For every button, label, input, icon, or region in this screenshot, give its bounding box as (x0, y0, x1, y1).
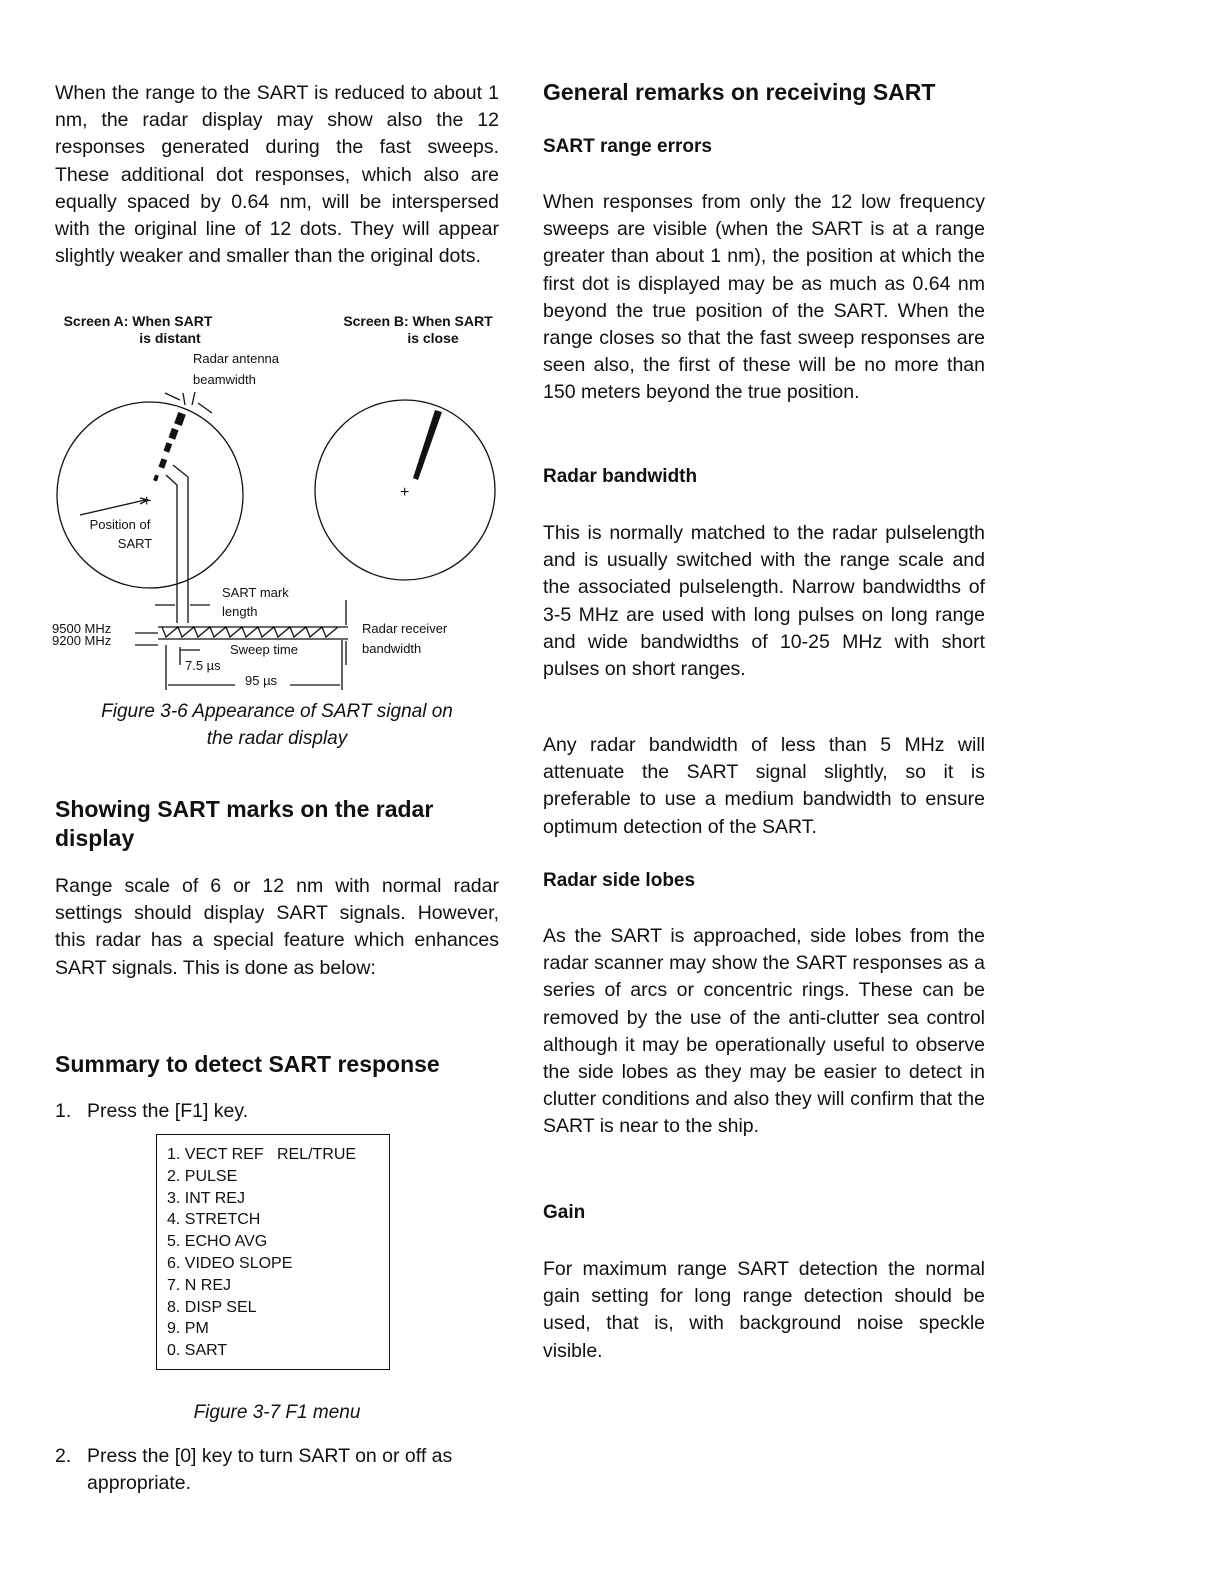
caption-line-1: Figure 3-6 Appearance of SART signal on (101, 701, 453, 722)
range-scale-text: Range scale of 6 or 12 nm with normal radar settings should display SART signals. However, this radar has a special feature which enhances SART signals. This is done as below: (55, 875, 499, 979)
step-number: 2. (55, 1445, 72, 1467)
heading-summary: Summary to detect SART response (55, 1051, 440, 1077)
step-number: 1. (55, 1100, 72, 1122)
menu-item: 2. PULSE (167, 1167, 238, 1185)
menu-item: 4. STRETCH (167, 1211, 261, 1229)
screen-b-label-2: is close (407, 330, 459, 346)
menu-item: 0. SART (167, 1342, 228, 1360)
menu-item: 1. VECT REF REL/TRUE (167, 1146, 357, 1163)
range-scale-paragraph (55, 873, 499, 982)
menu-item: 6. VIDEO SLOPE (167, 1254, 293, 1272)
screen-a-label-2: is distant (139, 330, 201, 346)
subheading-side-lobes: Radar side lobes (543, 870, 696, 891)
freq-9500-label: 9500 MHz (52, 621, 112, 636)
heading-line-2: display (55, 825, 135, 851)
beamwidth-label: Radar antenna (193, 351, 280, 366)
bandwidth-paragraph (543, 520, 985, 683)
subheading-radar-bandwidth: Radar bandwidth (543, 466, 698, 487)
menu-item: 5. ECHO AVG (167, 1233, 268, 1251)
subheading-range-errors: SART range errors (543, 136, 712, 157)
menu-item: 9. PM (167, 1320, 209, 1338)
heading-general-remarks: General remarks on receiving SART (543, 79, 936, 105)
side-lobes-paragraph (543, 923, 985, 1141)
figure-3-6-caption (55, 698, 499, 752)
caption-line-2: the radar display (206, 728, 348, 749)
receiver-label-2: bandwidth (362, 641, 422, 656)
intro-paragraph (55, 80, 499, 270)
step-text: Press the [F1] key. (87, 1100, 249, 1122)
position-label: Position of (89, 517, 151, 532)
time-95-label: 95 µs (245, 673, 278, 688)
step-text: Press the [0] key to turn SART on or off as appropriate. (87, 1445, 453, 1494)
menu-item: 3. INT REJ (167, 1189, 245, 1207)
menu-item: 7. N REJ (167, 1276, 232, 1294)
position-label-2: SART (117, 536, 153, 551)
screen-b-label: Screen B: When SART (343, 313, 493, 329)
bandwidth-text: This is normally matched to the radar pulselength and is usually switched with the range scale and the associated pulselength. Narrow bandwidths of 3-5 MHz are used with long pulses on long range and wide bandwidths of 10-25 MHz with short pulses on short ranges. (543, 522, 985, 681)
bandwidth-text-2: Any radar bandwidth of less than 5 MHz will attenuate the SART signal slightly, so it is preferable to use a medium bandwidth to ensure optimum detection of the SART. (543, 734, 985, 838)
menu-item: 8. DISP SEL (167, 1298, 257, 1316)
side-lobes-text: As the SART is approached, side lobes from the radar scanner may show the SART responses as a series of arcs or concentric rings. These can be removed by the use of the anti-clutter sea control although it may be operationally useful to observe the side lobes as they may be easier to detect in clutter conditions and also they will confirm that the SART is near to the ship. (543, 925, 985, 1138)
freq-9200-label: 9200 MHz (52, 633, 112, 648)
f1-menu-box (156, 1134, 390, 1370)
range-errors-paragraph (543, 189, 985, 407)
figure-3-7-caption: Figure 3-7 F1 menu (193, 1402, 361, 1423)
sweep-time-label: Sweep time (230, 642, 298, 657)
sart-radar-figure (50, 305, 510, 700)
intro-text: When the range to the SART is reduced to about 1 nm, the radar display may show also the 12 responses generated during the fast sweeps. These additional dot responses, which also are equally spaced by 0.64 nm, will be interspersed with the original line of 12 dots. They will appear slightly weaker and smaller than the original dots. (55, 82, 499, 268)
svg-text:+: + (142, 493, 152, 510)
gain-text: For maximum range SART detection the normal gain setting for long range detection should be used, that is, with background noise speckle visible. (543, 1258, 985, 1362)
time-7-5-label: 7.5 µs (185, 658, 221, 673)
mark-length-label: SART mark (222, 585, 289, 600)
svg-text:+: + (400, 484, 410, 501)
screen-a-label: Screen A: When SART (63, 313, 213, 329)
mark-length-label-2: length (222, 604, 258, 619)
gain-paragraph (543, 1256, 985, 1365)
receiver-label: Radar receiver (362, 621, 448, 636)
bandwidth-paragraph-2 (543, 732, 985, 841)
range-errors-text: When responses from only the 12 low frequency sweeps are visible (when the SART is at a range greater than about 1 nm), the position at which the first dot is displayed may be as much as 0.64 nm beyond the true position of the SART. When the range closes so that the fast sweep responses are seen also, the first of these will be no more than 150 meters beyond the true position. (543, 191, 985, 404)
subheading-gain: Gain (543, 1202, 586, 1223)
beamwidth-label-2: beamwidth (193, 372, 256, 387)
heading-line-1: Showing SART marks on the radar (55, 796, 434, 822)
heading-showing-sart (55, 795, 505, 853)
